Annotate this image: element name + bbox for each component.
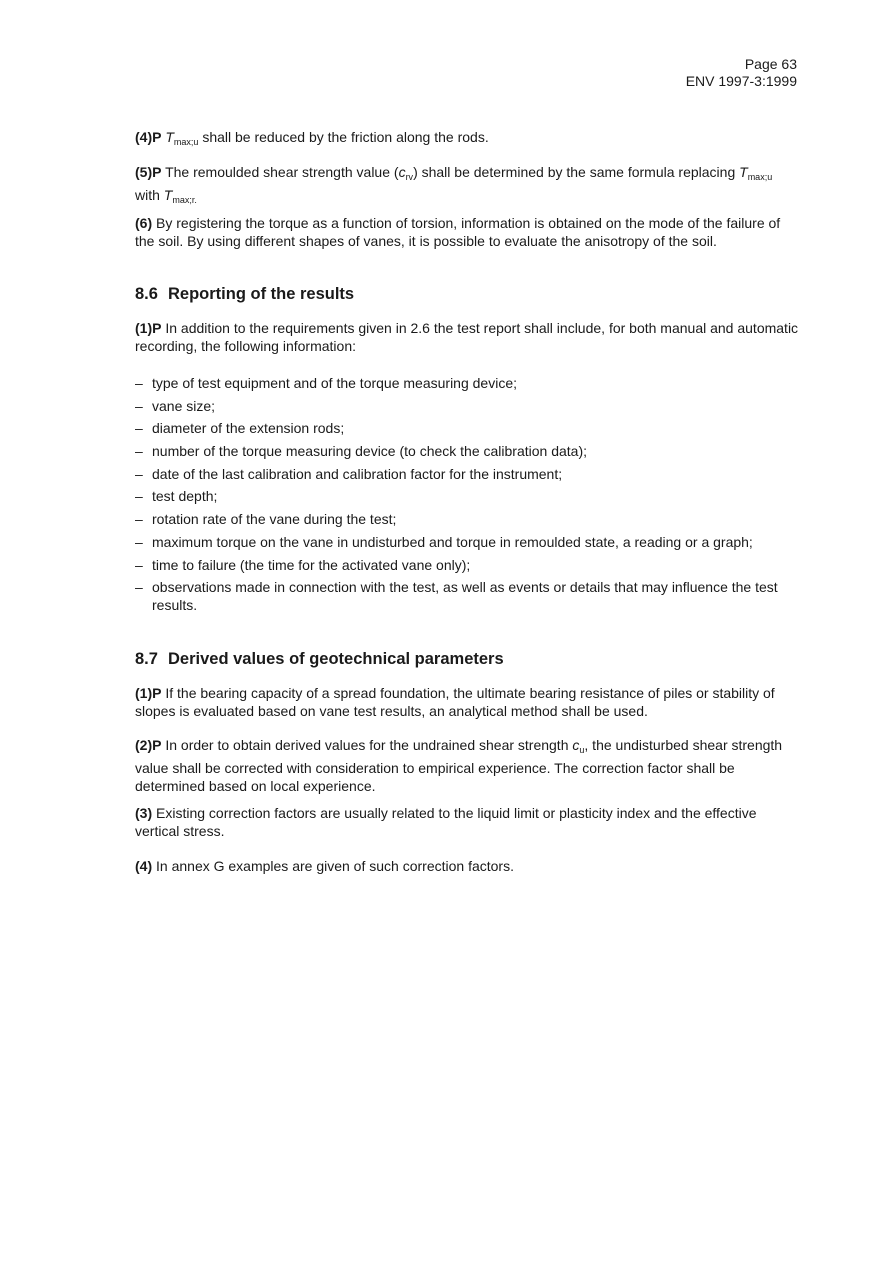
paragraph-text: In order to obtain derived values for the undrained shear strength [165, 737, 569, 753]
list-item: – date of the last calibration and calibration factor for the instrument; [135, 465, 563, 482]
dash-bullet: – [135, 533, 143, 550]
information-list [135, 374, 799, 619]
section-number: 8.6 [135, 285, 158, 303]
dash-bullet: – [135, 488, 143, 505]
paragraph-8-7-2p [135, 736, 799, 795]
paragraph-number: (3) [135, 805, 153, 821]
dash-bullet: – [135, 375, 143, 391]
dash-bullet: – [135, 556, 143, 573]
paragraph-number: (4) [135, 858, 153, 874]
paragraph-number: (6) [135, 215, 153, 231]
symbol-t: T [165, 129, 174, 145]
symbol-subscript: max;r. [172, 195, 197, 205]
section-title: Derived values of geotechnical parameters [168, 650, 504, 668]
section-heading-8-7 [135, 649, 504, 669]
page-number: Page 63 [744, 56, 797, 72]
list-item: – number of the torque measuring device (to check the calibration data); [135, 443, 588, 460]
paragraph-text: Existing correction factors are usually related to the liquid limit or plasticity index and the effective vertical stress. [135, 805, 757, 839]
paragraph-4p [135, 128, 799, 151]
document-id: ENV 1997-3:1999 [685, 73, 797, 89]
list-item: – test depth; [135, 488, 218, 505]
paragraph-6 [135, 214, 799, 250]
section-heading-8-6 [135, 284, 354, 304]
paragraph-number: (1)P [135, 320, 162, 336]
symbol-c: c [572, 737, 580, 753]
dash-bullet: – [135, 420, 143, 437]
list-item: – time to failure (the time for the activated vane only); [135, 556, 471, 573]
symbol-subscript: rv [405, 172, 414, 182]
paragraph-text: By registering the torque as a function of torsion, information is obtained on the mode of the failure of the soil. By using different shapes of vanes, it is possible to evaluate the anisotropy of the soil. [135, 215, 781, 249]
list-item: – vane size; [135, 397, 216, 414]
symbol-t: T [739, 164, 748, 180]
paragraph-5p [135, 163, 799, 209]
paragraph-8-7-4 [135, 857, 799, 875]
symbol-t: T [163, 187, 173, 203]
symbol-c: c [398, 164, 406, 180]
paragraph-text: ) shall be determined by the same formula replacing [413, 164, 736, 180]
dash-bullet: – [135, 465, 143, 482]
list-item: – maximum torque on the vane in undisturbed and torque in remoulded state, a reading or a graph; [135, 533, 753, 550]
symbol-subscript: max;u [747, 172, 773, 182]
list-item: – diameter of the extension rods; [135, 420, 345, 437]
dash-bullet: – [135, 443, 143, 460]
paragraph-number: (1)P [135, 685, 162, 701]
page-header [686, 56, 797, 90]
paragraph-text: The remoulded shear strength value ( [165, 164, 399, 180]
paragraph-text: with [135, 187, 160, 203]
paragraph-number: (4)P [135, 129, 162, 145]
paragraph-number: (5)P [135, 164, 162, 180]
paragraph-text: In addition to the requirements given in 2.6 the test report shall include, for both manual and automatic recording, the following information: [135, 320, 799, 354]
symbol-subscript: u [579, 745, 585, 755]
section-number: 8.7 [135, 650, 158, 668]
list-item: – observations made in connection with the test, as well as events or details that may influence the test results. [135, 579, 778, 614]
list-item: – rotation rate of the vane during the test; [135, 511, 397, 528]
section-title: Reporting of the results [168, 285, 355, 303]
paragraph-text: In annex G examples are given of such correction factors. [156, 858, 514, 874]
paragraph-8-7-3 [135, 804, 799, 840]
dash-bullet: – [135, 511, 143, 528]
paragraph-8-7-1p [135, 684, 799, 720]
dash-bullet: – [135, 397, 143, 414]
symbol-subscript: max;u [173, 137, 199, 147]
paragraph-text: , the undisturbed shear strength value shall be corrected with consideration to empirical experience. The correction factor shall be determined based on local experience. [135, 737, 783, 794]
paragraph-text: shall be reduced by the friction along the rods. [202, 129, 489, 145]
paragraph-text: If the bearing capacity of a spread foundation, the ultimate bearing resistance of piles or stability of slopes is evaluated based on vane test results, an analytical method shall be used. [135, 685, 775, 719]
paragraph-8-6-1p [135, 319, 799, 355]
list-item: – type of test equipment and of the torque measuring device; [135, 375, 518, 391]
dash-bullet: – [135, 579, 143, 596]
paragraph-number: (2)P [135, 737, 162, 753]
